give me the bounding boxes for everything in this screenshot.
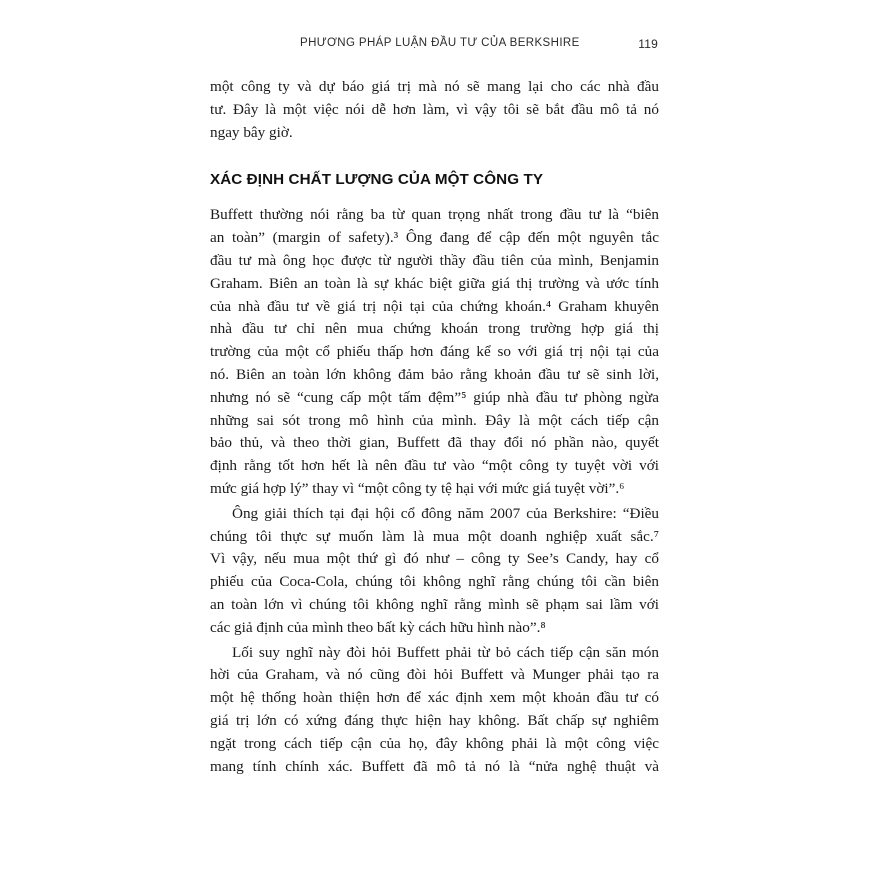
paragraph-3 xyxy=(210,642,659,779)
text-line: hời của Graham, và nó cũng đòi hỏi Buffett và Munger phải tạo ra xyxy=(210,666,659,684)
text-line: Lối suy nghĩ này đòi hỏi Buffett phải từ bỏ cách tiếp cận săn món xyxy=(232,643,659,661)
text-line: của nhà đầu tư về giá trị nội tại của chứng khoán.⁴ Graham khuyên xyxy=(210,297,659,315)
paragraph-1 xyxy=(210,204,659,500)
text-line: an toàn” (margin of safety).³ Ông đang để cập đến một nguyên tắc xyxy=(210,229,659,247)
running-title: PHƯƠNG PHÁP LUẬN ĐẦU TƯ CỦA BERKSHIRE xyxy=(300,37,580,49)
section-heading: XÁC ĐỊNH CHẤT LƯỢNG CỦA MỘT CÔNG TY xyxy=(210,171,544,189)
text-line: an toàn lớn vì chúng tôi không nghĩ rằng mình sẽ phạm sai lầm với xyxy=(210,595,659,613)
page-number: 119 xyxy=(638,37,658,51)
text-line: mang tính chính xác. Buffett đã mô tả nó là “nửa nghệ thuật và xyxy=(210,757,659,775)
text-line: nhưng nó sẽ “cung cấp một tấm đệm”⁵ giúp nhà đầu tư phòng ngừa xyxy=(210,388,659,406)
text-line: Vì vậy, nếu mua một thứ gì đó như – công ty See’s Candy, hay cổ xyxy=(210,550,659,568)
text-line: Buffett thường nói rằng ba từ quan trọng nhất trong đầu tư là “biên xyxy=(210,206,659,224)
text-line: ngặt trong cách tiếp cận của họ, đây không phải là một công việc xyxy=(210,734,659,752)
text-line: những sai sót trong mô hình của mình. Đây là một cách tiếp cận xyxy=(210,411,659,429)
running-header xyxy=(300,37,658,53)
text-line: ngay bây giờ. xyxy=(210,123,293,141)
text-line: nhà đầu tư chỉ nên mua chứng khoán trong trường hợp giá thị xyxy=(210,320,659,338)
text-line: Ông giải thích tại đại hội cổ đông năm 2007 của Berkshire: “Điều xyxy=(232,504,659,522)
text-line: mức giá hợp lý” thay vì “một công ty tệ hại với mức giá tuyệt vời”.⁶ xyxy=(210,479,625,497)
body-text xyxy=(210,76,659,778)
text-line: các giả định của mình theo bất kỳ cách hữu hình nào”.⁸ xyxy=(210,618,546,636)
text-line: một công ty và dự báo giá trị mà nó sẽ mang lại cho các nhà đầu xyxy=(210,78,659,95)
text-line: tư. Đây là một việc nói dễ hơn làm, vì vậy tôi sẽ bắt đầu mô tả nó xyxy=(210,100,659,118)
text-line: bảo thủ, và theo thời gian, Buffett đã thay đổi nó phần nào, quyết xyxy=(210,434,659,452)
text-line: một hệ thống hoàn thiện hơn để xác định xem một khoản đầu tư có xyxy=(210,689,659,707)
text-line: định rằng tốt hơn hết là nên đầu tư vào “một công ty tuyệt vời với xyxy=(210,457,659,475)
paragraph-2 xyxy=(210,503,659,640)
intro-paragraph xyxy=(210,76,659,144)
text-line: giá trị lớn có xứng đáng thực hiện hay không. Bất chấp sự nghiêm xyxy=(210,711,659,729)
text-line: Graham. Biên an toàn là sự khác biệt giữa giá thị trường và ước tính xyxy=(210,274,659,292)
text-line: chúng tôi thực sự muốn làm là mua một doanh nghiệp xuất sắc.⁷ xyxy=(210,527,659,545)
text-line: trường của một cổ phiếu thấp hơn đáng kể so với giá trị nội tại của xyxy=(210,343,659,361)
text-line: nó. Biên an toàn lớn không đảm bảo rằng khoản đầu tư sẽ sinh lời, xyxy=(210,365,659,383)
text-line: phiếu của Coca-Cola, chúng tôi không nghĩ rằng chúng tôi cần biên xyxy=(210,573,659,591)
text-line: đầu tư mà ông học được từ người thầy đầu tiên của mình, Benjamin xyxy=(210,251,659,269)
